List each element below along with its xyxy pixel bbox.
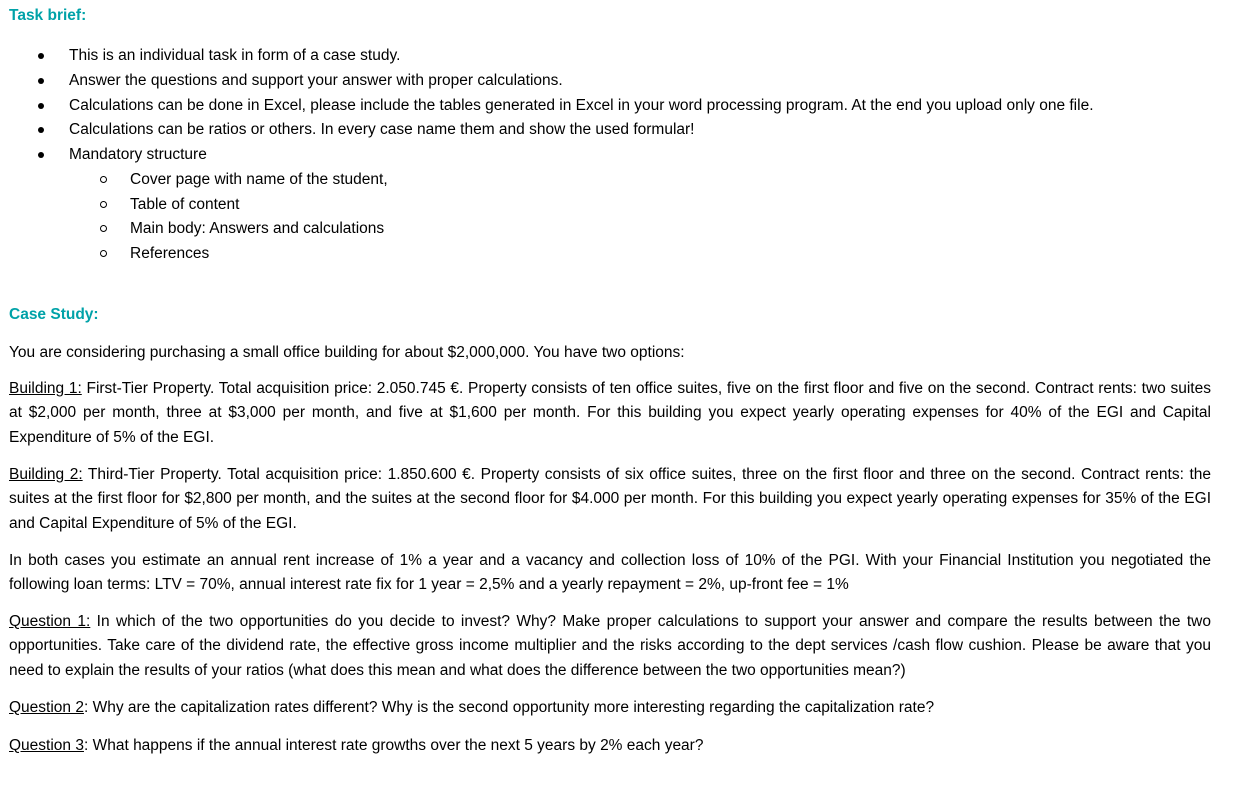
case-study-heading: Case Study: (9, 306, 99, 323)
list-item: Calculations can be ratios or others. In every case name them and show the used formular! (0, 118, 1094, 143)
circle-bullet-icon (100, 250, 107, 257)
question2-paragraph (9, 696, 1211, 720)
bullet-icon (38, 127, 44, 133)
list-item: Calculations can be done in Excel, please include the tables generated in Excel in your word processing program. At the end you upload only one file. (0, 94, 1094, 119)
loan-terms-paragraph: In both cases you estimate an annual rent increase of 1% a year and a vacancy and collection loss of 10% of the PGI. With your Financial Institution you negotiated the following loan terms: LTV = 70%, annual interest rate fix for 1 year = 2,5% and a yearly repayment = 2%, up-front fee = 1% (9, 552, 1211, 594)
list-item: Answer the questions and support your answer with proper calculations. (0, 69, 1094, 94)
task-brief-heading: Task brief: (9, 7, 87, 24)
list-item: Mandatory structure (0, 143, 1094, 168)
bullet-icon (38, 152, 44, 158)
list-item: Main body: Answers and calculations (0, 217, 388, 242)
building1-text: First-Tier Property. Total acquisition price: 2.050.745 €. Property consists of ten office suites, five on the first floor and five on the second. Contract rents: two suites at $2,000 per month, three at $3,000 per month, and five at $1,600 per month. For this building you expect yearly operating expenses for 40% of the EGI and Capital Expenditure of 5% of the EGI. (9, 380, 1211, 446)
building1-paragraph (9, 377, 1211, 450)
question3-label: Question 3 (9, 737, 84, 754)
question1-label: Question 1: (9, 613, 91, 630)
list-item: References (0, 242, 388, 267)
bullet-icon (38, 78, 44, 84)
question1-paragraph (9, 610, 1211, 683)
question2-text: : Why are the capitalization rates different? Why is the second opportunity more interesting regarding the capitalization rate? (83, 699, 935, 716)
question1-text: In which of the two opportunities do you decide to invest? Why? Make proper calculations to support your answer and compare the results between the two opportunities. Take care of the dividend rate, the effective gross income multiplier and the risks according to the dept services /cash flow cushion. Please be aware that you need to explain the results of your ratios (what does this mean and what does the difference between the two opportunities mean?) (9, 613, 1211, 679)
intro-paragraph: You are considering purchasing a small office building for about $2,000,000. You have two options: (9, 344, 685, 361)
bullet-icon (38, 53, 44, 59)
circle-bullet-icon (100, 176, 107, 183)
building2-paragraph (9, 463, 1211, 536)
question3-paragraph (9, 734, 1211, 758)
mandatory-structure-list (0, 168, 388, 266)
building2-label: Building 2: (9, 466, 83, 483)
list-item: This is an individual task in form of a case study. (0, 44, 1094, 69)
circle-bullet-icon (100, 201, 107, 208)
bullet-icon (38, 103, 44, 109)
building2-text: Third-Tier Property. Total acquisition price: 1.850.600 €. Property consists of six office suites, three on the first floor and three on the second. Contract rents: the suites at the first floor for $2,800 per month, and the suites at the second floor for $4.000 per month. For this building you expect yearly operating expenses for 35% of the EGI and Capital Expenditure of 5% of the EGI. (9, 466, 1211, 532)
circle-bullet-icon (100, 225, 107, 232)
question3-text: : What happens if the annual interest rate growths over the next 5 years by 2% each year? (83, 737, 704, 754)
task-brief-list (0, 44, 1094, 168)
question2-label: Question 2 (9, 699, 84, 716)
list-item: Table of content (0, 193, 388, 218)
list-item: Cover page with name of the student, (0, 168, 388, 193)
building1-label: Building 1: (9, 380, 82, 397)
